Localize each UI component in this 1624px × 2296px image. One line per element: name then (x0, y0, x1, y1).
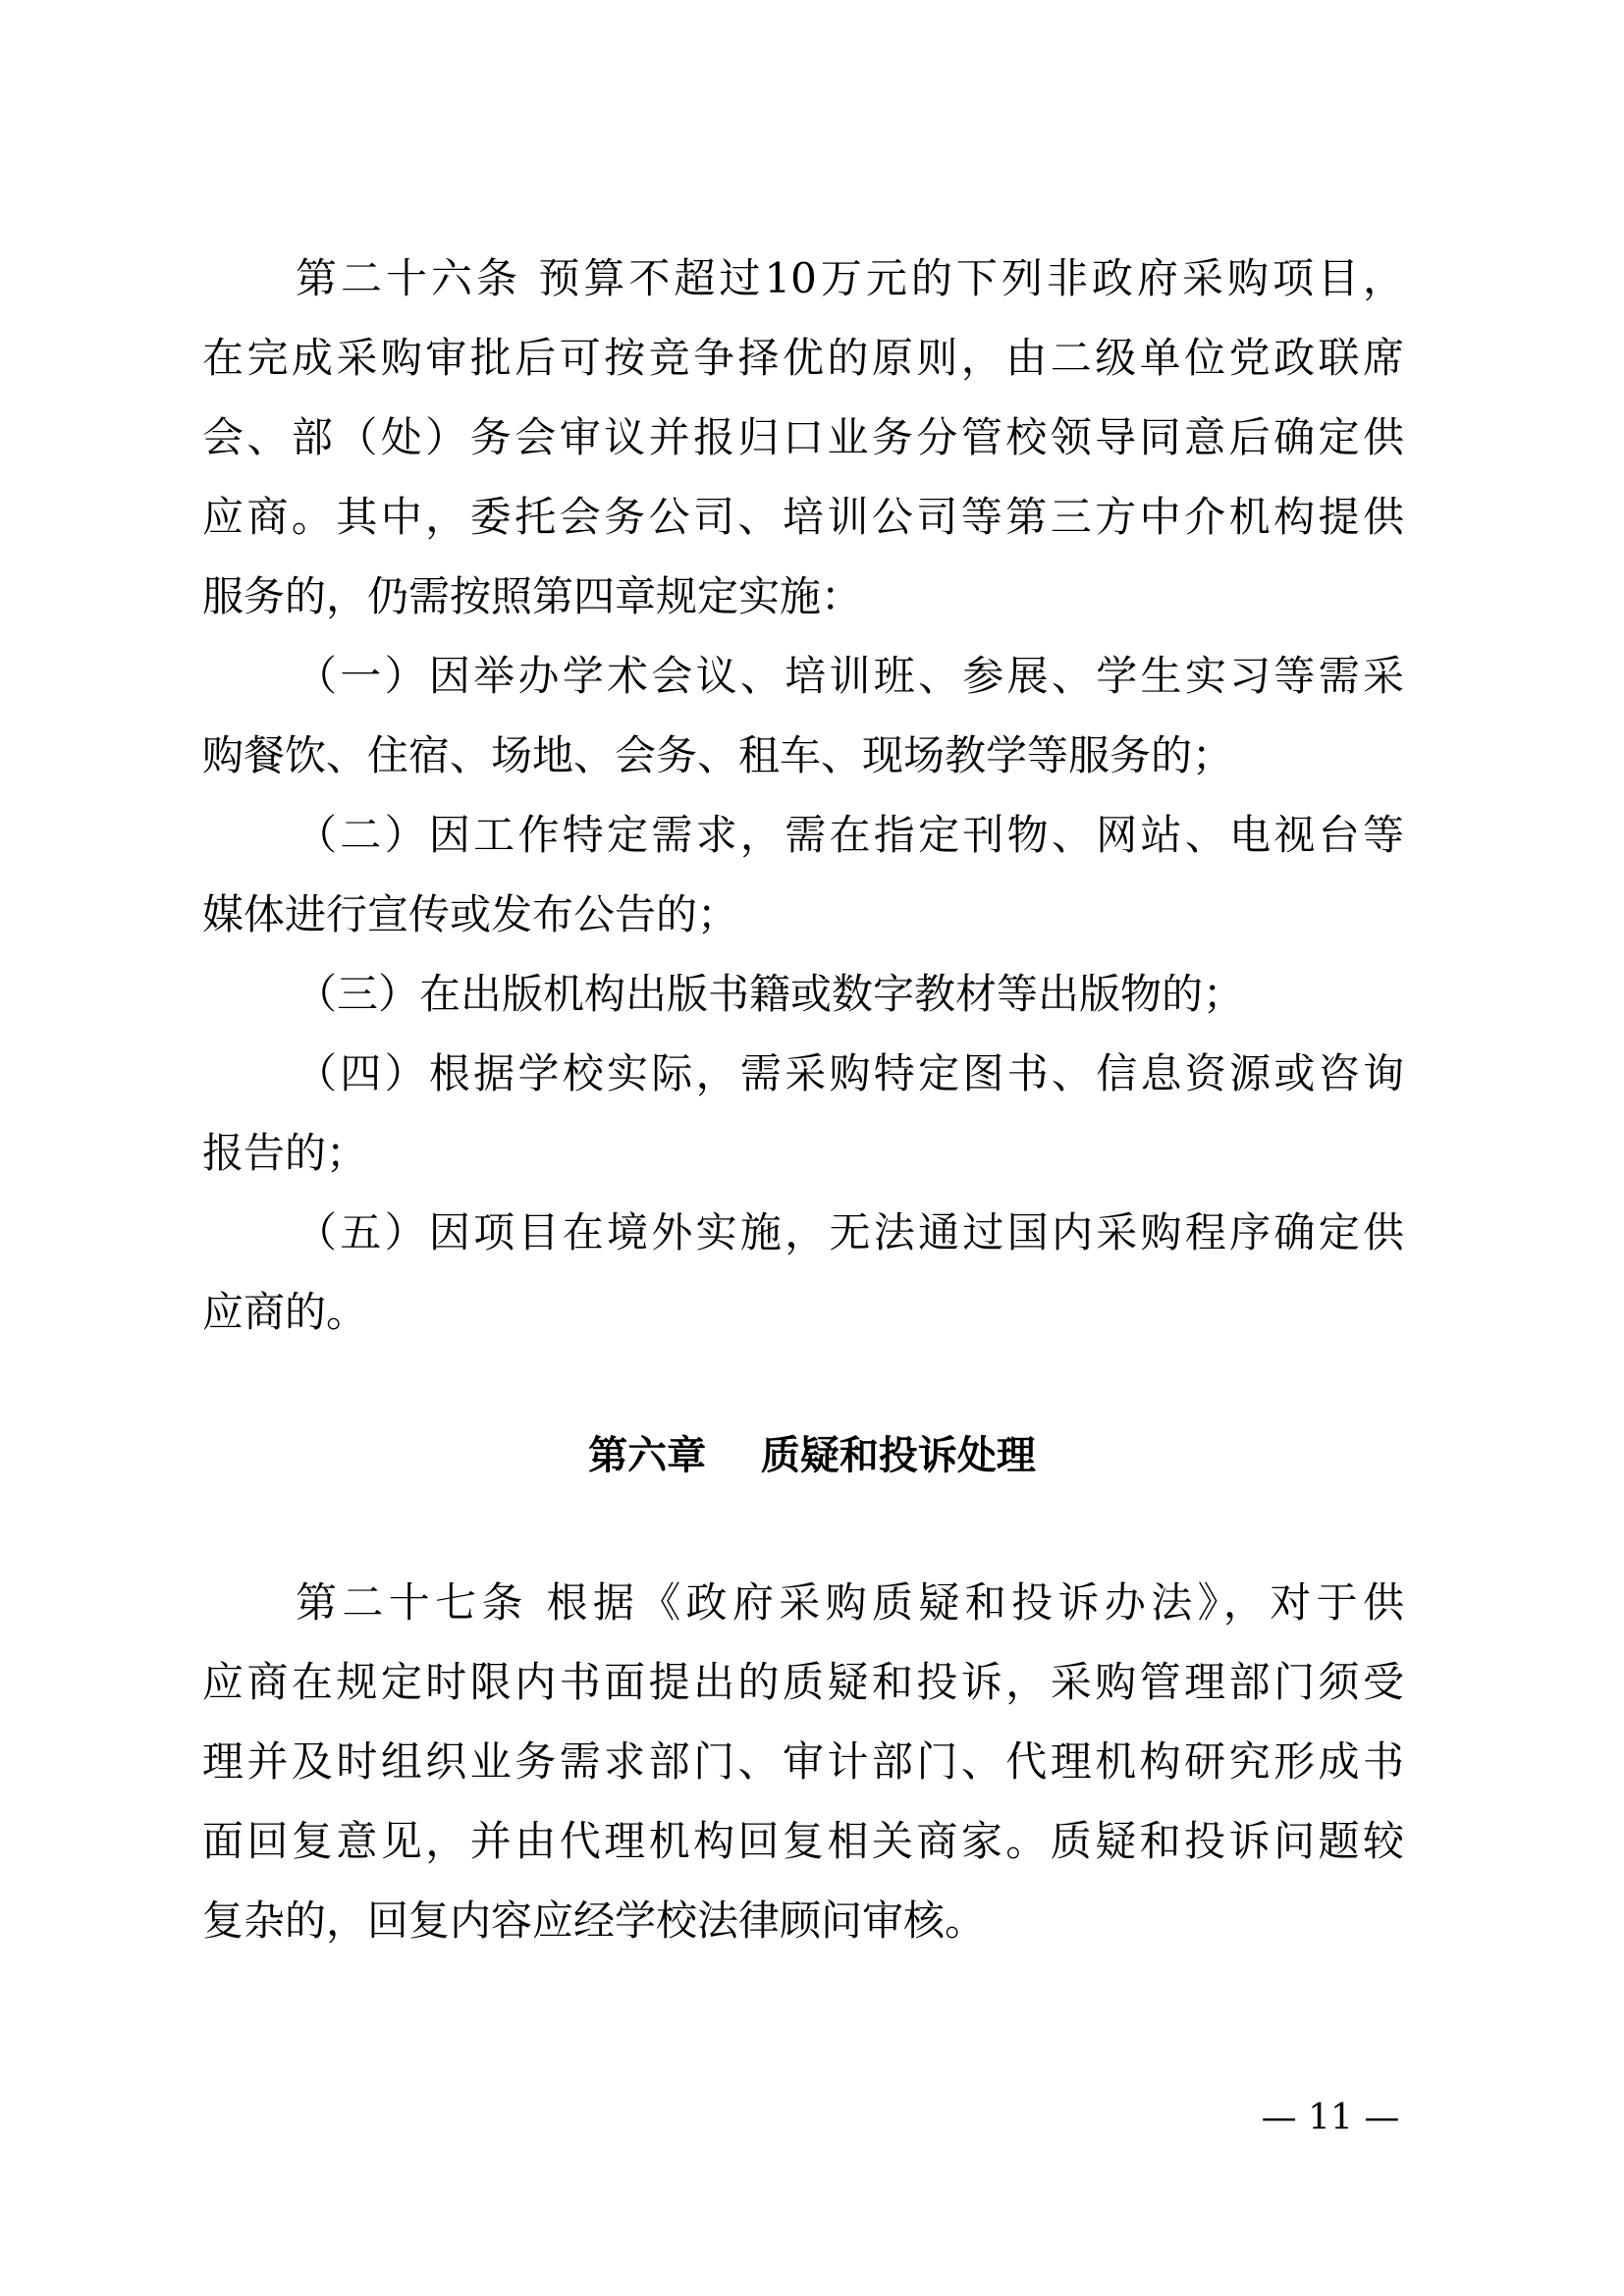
item-5-line-2: 应商的。 (202, 1288, 368, 1336)
item-5-line-1: （五）因项目在境外实施，无法通过国内采购程序确定供 (296, 1208, 1404, 1256)
article-27-line-3: 理并及时组织业务需求部门、审计部门、代理机构研究形成书 (202, 1737, 1404, 1786)
chapter-heading: 第六章 质疑和投诉处理 (588, 1433, 1036, 1478)
item-4-line-2: 报告的； (202, 1129, 368, 1177)
page-number: — 11 — (1261, 2098, 1400, 2138)
item-4-line-1: （四）根据学校实际，需采购特定图书、信息资源或咨询 (296, 1049, 1404, 1097)
item-1-line-2: 购餐饮、住宿、场地、会务、租车、现场教学等服务的； (202, 731, 1234, 779)
item-2-line-1: （二）因工作特定需求，需在指定刊物、网站、电视台等 (296, 811, 1404, 859)
article-26-line-2: 在完成采购审批后可按竞争择优的原则，由二级单位党政联席 (202, 334, 1404, 382)
article-27-line-5: 复杂的，回复内容应经学校法律顾问审核。 (202, 1896, 987, 1945)
article-27-line-2: 应商在规定时限内书面提出的质疑和投诉，采购管理部门须受 (202, 1658, 1404, 1706)
article-26-line-3: 会、部（处）务会审议并报归口业务分管校领导同意后确定供 (202, 413, 1404, 461)
article-26-line-4: 应商。其中，委托会务公司、培训公司等第三方中介机构提供 (202, 493, 1404, 541)
article-27-line-1: 第二十七条 根据《政府采购质疑和投诉办法》，对于供 (296, 1578, 1404, 1627)
article-26-line-1: 第二十六条 预算不超过10万元的下列非政府采购项目， (296, 254, 1404, 302)
item-1-line-1: （一）因举办学术会议、培训班、参展、学生实习等需采 (296, 652, 1404, 700)
article-27-line-4: 面回复意见，并由代理机构回复相关商家。质疑和投诉问题较 (202, 1817, 1404, 1865)
item-3-line-1: （三）在出版机构出版书籍或数字教材等出版物的； (296, 970, 1245, 1018)
item-2-line-2: 媒体进行宣传或发布公告的； (202, 890, 739, 938)
article-26-line-5: 服务的，仍需按照第四章规定实施： (202, 572, 863, 620)
